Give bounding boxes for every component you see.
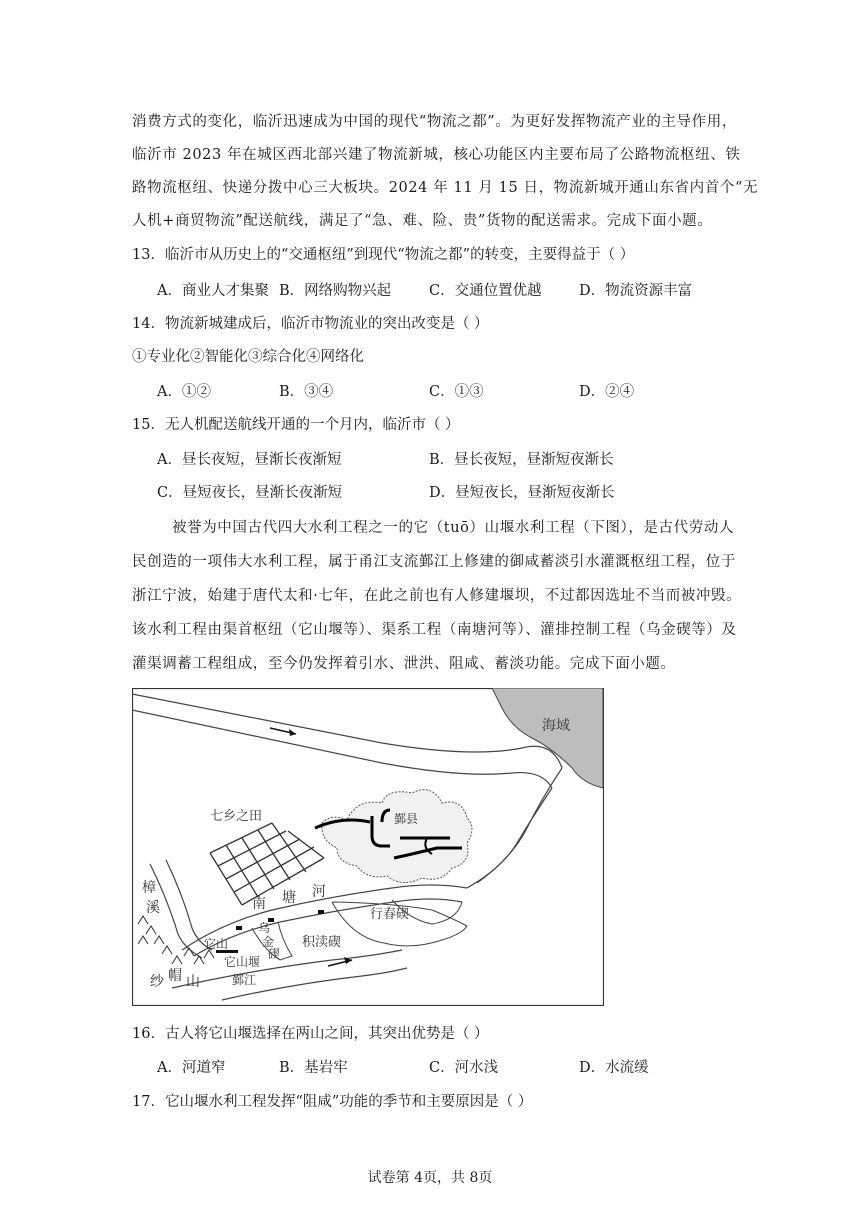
- question-13-option-d: D．物流资源丰富: [579, 283, 693, 299]
- question-16-option-a: A．河道窄: [157, 1060, 226, 1076]
- question-16-stem: 16．古人将它山堰选择在两山之间，其突出优势是（ ）: [132, 1026, 489, 1042]
- passage2-line-5: 灌渠调蓄工程组成，至今仍发挥着引水、泄洪、阻咸、蓄淡功能。完成下面小题。: [132, 656, 676, 672]
- nantang-label-3: 河: [312, 884, 326, 900]
- passage1-line-3: 路物流枢纽、快递分拨中心三大板块。2024 年 11 月 15 日，物流新城开通山东省内首个“无: [132, 180, 759, 196]
- passage2-line-2: 民创造的一项伟大水利工程，属于甬江支流鄞江上修建的御咸蓄淡引水灌溉枢纽工程，位于: [132, 554, 736, 570]
- nantang-label-2: 塘: [282, 890, 296, 906]
- shamao-label-1: 纱: [150, 974, 164, 990]
- question-14-stem: 14．物流新城建成后，临沂市物流业的突出改变是（ ）: [132, 316, 489, 332]
- question-14-option-b: B．③④: [279, 384, 334, 400]
- passage2-line-1: 被誉为中国古代四大水利工程之一的它（tuō）山堰水利工程（下图），是古代劳动人: [172, 520, 735, 536]
- wujin-label-2: 金: [262, 935, 275, 949]
- sluice-mark-3: [318, 910, 324, 914]
- tashan-label: 它山: [204, 937, 229, 951]
- tashanyan-label: 它山堰: [224, 955, 261, 969]
- wujin-label-1: 乌: [258, 921, 271, 935]
- sea-label: 海域: [542, 718, 570, 734]
- xingchun-label: 行春碶: [370, 907, 410, 922]
- passage1-line-1: 消费方式的变化，临沂迅速成为中国的现代“物流之都”。为更好发挥物流产业的主导作用，: [132, 114, 737, 130]
- passage1-line-4: 人机+商贸物流”配送航线，满足了“急、难、险、贵”货物的配送需求。完成下面小题。: [132, 213, 713, 229]
- zhangxi-label-1: 樟: [142, 880, 156, 896]
- fields-label: 七乡之田: [210, 809, 263, 824]
- question-17-stem: 17．它山堰水利工程发挥“阻咸”功能的季节和主要原因是（ ）: [132, 1094, 533, 1110]
- question-14-option-c: C．①③: [429, 384, 484, 400]
- passage2-line-4: 该水利工程由渠首枢纽（它山堰等）、渠系工程（南塘河等）、灌排控制工程（乌金碶等）及: [132, 622, 737, 638]
- zhangxi-label-2: 溪: [146, 900, 160, 916]
- jidu-label: 积渎碶: [302, 935, 342, 950]
- passage2-line-3: 浙江宁波，始建于唐代太和·七年，在此之前也有人修建堰坝，不过都因选址不当而被冲毁。: [132, 588, 742, 604]
- shamao-label-3: 山: [186, 974, 200, 990]
- question-15-option-b: B．昼长夜短，昼渐短夜渐长: [429, 452, 614, 468]
- question-13-option-b: B．网络购物兴起: [279, 283, 392, 299]
- question-16-option-c: C．河水浅: [429, 1060, 499, 1076]
- question-15-option-a: A．昼长夜短，昼渐长夜渐短: [157, 452, 342, 468]
- question-16-option-b: B．基岩牢: [279, 1060, 348, 1076]
- county-label: 鄞县: [394, 812, 419, 826]
- question-16-option-d: D．水流缓: [579, 1060, 649, 1076]
- yinjiang-label: 鄞江: [232, 973, 257, 987]
- question-13-option-c: C．交通位置优越: [429, 283, 542, 299]
- question-13-option-a: A．商业人才集聚: [157, 283, 269, 299]
- sluice-mark-1: [236, 926, 242, 930]
- question-14-option-d: D．②④: [579, 384, 635, 400]
- question-14-items: ①专业化②智能化③综合化④网络化: [132, 349, 364, 365]
- wujin-label-3: 碶: [268, 947, 281, 961]
- question-15-stem: 15．无人机配送航线开通的一个月内，临沂市（ ）: [132, 417, 460, 433]
- nantang-label-1: 南: [252, 896, 266, 912]
- passage1-line-2: 临沂市 2023 年在城区西北部兴建了物流新城，核心功能区内主要布局了公路物流枢纽、铁: [132, 147, 741, 163]
- tashan-weir-map: [132, 688, 604, 1006]
- question-15-option-d: D．昼短夜长，昼渐短夜渐长: [429, 485, 615, 501]
- shamao-label-2: 帽: [168, 968, 182, 984]
- question-13-stem: 13．临沂市从历史上的“交通枢纽”到现代“物流之都”的转变，主要得益于（ ）: [132, 247, 635, 263]
- question-14-option-a: A．①②: [157, 384, 211, 400]
- question-15-option-c: C．昼短夜长，昼渐长夜渐短: [157, 485, 343, 501]
- map-svg: [132, 688, 604, 1006]
- page-footer: 试卷第 4页，共 8页: [367, 1170, 493, 1186]
